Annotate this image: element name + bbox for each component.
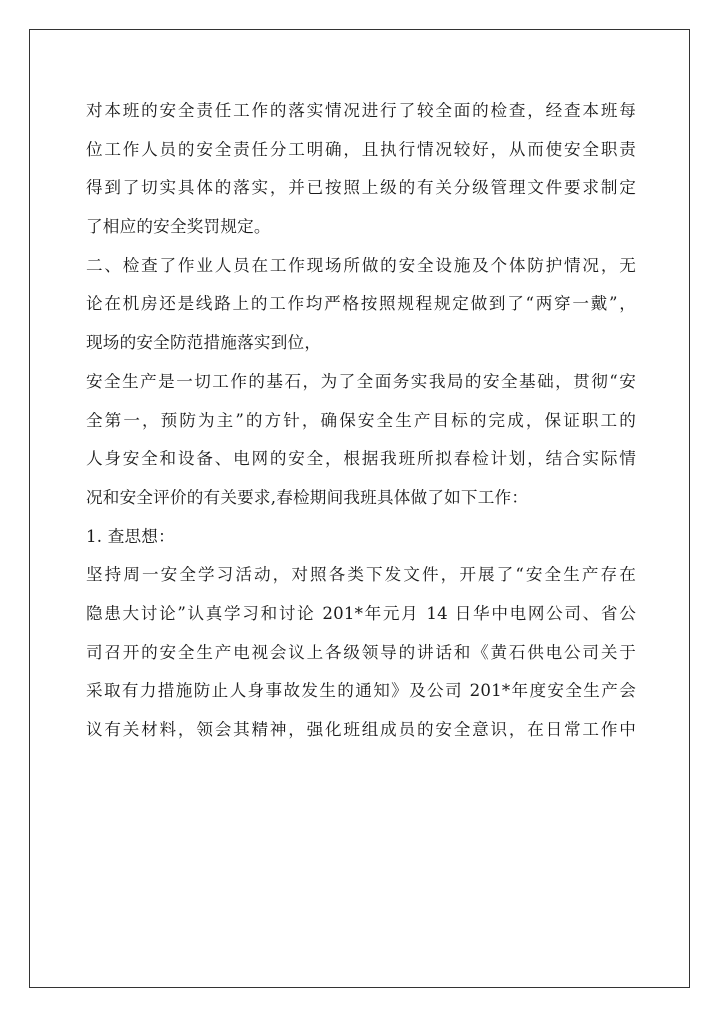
text-line: 坚持周一安全学习活动，对照各类下发文件，开展了“安全生产存在 [86, 565, 636, 585]
text-line: 得到了切实具体的落实，并已按照上级的有关分级管理文件要求制定 [86, 178, 636, 198]
document-body [86, 92, 636, 750]
text-line: 采取有力措施防止人身事故发生的通知》及公司 201*年度安全生产会 [86, 681, 636, 701]
text-line: 全第一，预防为主”的方针，确保安全生产目标的完成，保证职工的 [86, 410, 636, 430]
text-line: 况和安全评价的有关要求,春检期间我班具体做了如下工作： [86, 487, 529, 507]
text-line: 位工作人员的安全责任分工明确，且执行情况较好，从而使安全职责 [86, 139, 636, 159]
text-line: 安全生产是一切工作的基石，为了全面务实我局的安全基础，贯彻“安 [86, 371, 636, 391]
text-line: 二、检查了作业人员在工作现场所做的安全设施及个体防护情况，无 [86, 255, 636, 275]
section-heading: 1. 查思想： [86, 526, 175, 546]
text-line: 了相应的安全奖罚规定。 [86, 217, 271, 237]
text-line: 隐患大讨论”认真学习和讨论 201*年元月 14 日华中电网公司、省公 [86, 603, 636, 623]
text-line: 对本班的安全责任工作的落实情况进行了较全面的检查，经查本班每 [86, 101, 636, 120]
text-line: 人身安全和设备、电网的安全，根据我班所拟春检计划，结合实际情 [86, 449, 636, 469]
text-line: 议有关材料，领会其精神，强化班组成员的安全意识，在日常工作中 [86, 720, 636, 739]
text-line: 司召开的安全生产电视会议上各级领导的讲话和《黄石供电公司关于 [86, 642, 636, 662]
text-line: 论在机房还是线路上的工作均严格按照规程规定做到了“两穿一戴”， [86, 294, 636, 314]
text-line: 现场的安全防范措施落实到位， [86, 333, 322, 353]
